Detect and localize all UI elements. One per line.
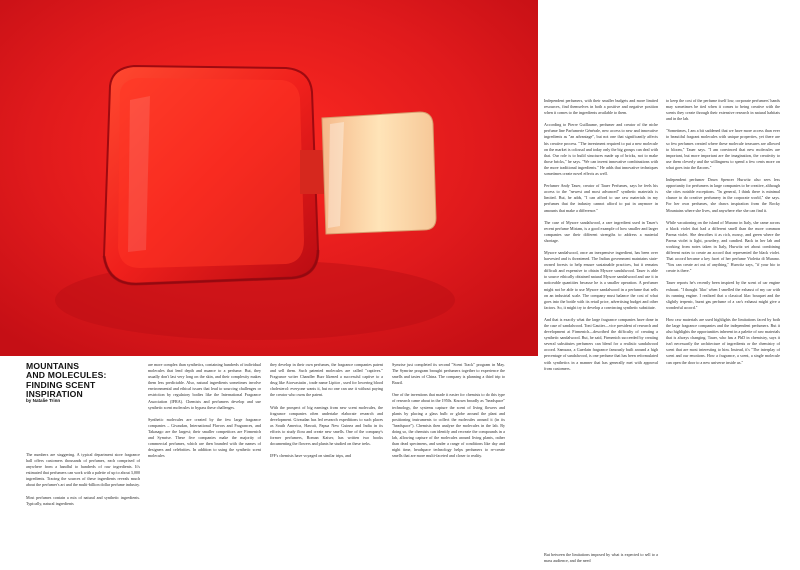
body-column-5	[544, 98, 658, 378]
hero-image	[0, 0, 538, 356]
perfume-bottle-image	[0, 0, 538, 356]
paragraph: Independent perfumers, with their smaller budgets and more limited resources, find themselves in both a positive and negative position when it comes to the ingredients available to them.	[544, 98, 658, 116]
paragraph: The numbers are staggering. A typical department store fragrance hall offers customers thousands of perfumes, each comprised of anywhere from a handful to hundreds of raw ingredients. It's estimated that perfumers can work with a palette of up to about 3,000 ingredients. Tracing the sources of these ingredients reveals much about the perfumer's art and the multi-billion dollar perfume industry.	[26, 452, 140, 488]
title-line: AND MOLECULES:	[26, 370, 107, 381]
body-column-7	[544, 552, 658, 570]
paragraph: to keep the cost of the perfume itself low, corporate perfumers' hands may sometimes be tied when it comes to being creative with the scents they create through their extensive research in natural habitats and in the lab.	[666, 98, 780, 122]
paragraph: IFF's chemists have voyaged on similar trips, and	[270, 453, 352, 459]
body-column-4	[392, 362, 505, 465]
paragraph: Perfumer Andy Tauer, creator of Tauer Perfumes, says he feels his access to the "newest and most advanced" synthetic materials is limited. But, he adds, "I can afford to use raw materials in my perfumes that the industry cannot afford to put in anymore in amounts that make a difference."	[544, 183, 658, 213]
title-line: MOUNTAINS	[26, 361, 80, 371]
title-line: INSPIRATION	[26, 389, 83, 400]
paragraph: they develop in their own perfumes, the fragrance companies patent and sell them. Such patented molecules are called "captives." Fragrance writer Chandler Burr likened a successful captive to a drug like Atorvastatin , trade name Lipitor , used for lowering blood cholesterol: everyone wants it, but no one can use it without paying the creator who owns the patent.	[270, 362, 383, 398]
paragraph: "Sometimes, I am a bit saddened that we have more access than ever to beautiful fragrant molecules with unique properties, yet there are so few perfumes created where these molecule treasures are allowed to bloom," Tauer says. "I am convinced that new molecules are important, but more important are the imagination, the creativity to use them cleverly and the willingness to spend a few cents more on what goes into the flacons."	[666, 128, 780, 170]
paragraph: According to Pierre Guillaume, perfumer and creator of the niche perfume line Parfumerie Générale, new access to new and innovative ingredients as "an advantage", but not one that significantly affects his creative process. "The investment required to put a new molecule on the market is colossal and today only the big groups can deal with that. Our role is to build structures made up of bricks, not to make those bricks," he says. "We can invent innovative combinations with the more traditional ingredients." He adds that innovative techniques sometimes create novel effects as well.	[544, 122, 658, 177]
paragraph: Tauer reports he's recently been inspired by the scent of car engine exhaust. "I thought 'lilac' when I smelled the exhaust of my car with its running engine. I realized that a classical lilac bouquet and the slightly terpenic, burnt gas perfume of a car's exhaust might give a wonderful accord."	[666, 280, 780, 310]
paragraph: The case of Mysore sandalwood, a rare ingredient used in Tauer's recent perfume Miriam, is a good example of how smaller and larger companies use their different strengths to address a material shortage.	[544, 219, 658, 243]
paragraph: Mysore sandalwood, once an inexpensive ingredient, has been over harvested and is threatened. The Indian government maintains state-owned forests to help ensure sustainable practices, but it remains difficult and expensive to obtain Mysore sandalwood. Tauer is able to source ethically obtained natural Mysore sandalwood and use it in noticeable quantities because he is a smaller operation. A perfumer might not be able to use Mysore sandalwood in a perfume that sells on an industrial scale. The company must balance the cost of what goes into the bottle with its retail price, advertising budget and other factors. So, it might try to develop a convincing synthetic substitute.	[544, 249, 658, 310]
body-column-6	[666, 98, 780, 372]
paragraph: And that is exactly what the large fragrance companies have done in the case of sandalwood. Toni Gautier—vice president of research and development at Firmenich—described the difficulty of creating a synthetic sandalwood. But, he said, Firmenich succeeded by creating several substitutes perfumers can blend for a realistic sandalwood accord. Samsara, a Guerlain fragrance famously built around a high percentage of sandalwood, is one perfume that has been reformulated with synthetics in a manner that has generally met with approval from customers.	[544, 316, 658, 371]
paragraph: Synthetic molecules are created by the few large fragrance companies – Givaudan, International Flavors and Fragrances, and Takasago are the largest; their smaller competitors are Firmenich and Symrise. These five companies make the majority of commercial perfumes, which are then branded with the names of designers and celebrities. In addition to using the synthetic scent molecules	[148, 416, 261, 459]
paragraph: How raw materials are used highlights the limitations faced by both the large fragrance companies and the independent perfumers. But it also highlights the opportunities inherent in a palette of raw materials that is always changing. Tauer, who has a PhD in chemistry, says it isn't necessarily the architecture of ingredients or the chemistry of scent that are most interesting to him. Instead, it's "The interplay of scent and our emotions. How a fragrance, a scent, a single molecule can open the door to a new universe inside us."	[666, 316, 780, 365]
paragraph: Symrise just completed its second "Scent Track" program in May. The Symrise program brought perfumers together to experience the smells and tastes of China. The company is planning a third trip to Brazil.	[392, 362, 505, 386]
body-column-1	[26, 452, 140, 513]
paragraph: One of the inventions that made it easier for chemists to do this type of research came about in the 1950s. Known broadly as "headspace" technology, the systems capture the scent of living flowers and plants by placing a glass bulb or globe around the plant and positioning instruments to collect the molecules around it (in its "headspace"). Chemists then analyze the molecules in the lab. By doing so, the chemists can identify and recreate the compounds in a lab, allowing capture of the molecules around living plants, rather than dead specimens, and under a range of conditions like day and night time, headspace technology helps perfumers to re-create smells that are more multi-faceted and closer to reality.	[392, 392, 505, 459]
paragraph: But between the limitations imposed by what is expected to sell to a mass audience, and the need	[544, 552, 658, 564]
body-column-2	[148, 362, 261, 465]
article-title	[26, 362, 116, 400]
byline: by Natalie Trinn	[26, 398, 61, 403]
paragraph: While vacationing on the island of Murano in Italy, she came across a black violet that had a different smell than the more common Parma violet. She describes it as rich, mossy, and green where the Parma violet is light, powdery, and candied. Back in her lab and working from notes taken in Italy, Hurwitz set about combining different notes to create an accord that represented the black violet. That accord became a key facet of her perfume Violetta di Murano. "You can create art out of anything," Hurwitz says, "if your bio to create is there."	[666, 219, 780, 274]
paragraph: Independent perfumer Dawn Spencer Hurwitz also sees less opportunity for perfumers in large companies to be creative, although she cites notable exceptions. "In general, I think there is minimal chance to do creative perfumery in the corporate world," she says. For her own perfumes, she draws inspiration from the Rocky Mountains where she lives, and anywhere else she can find it.	[666, 177, 780, 213]
paragraph: are more complex than synthetics, containing hundreds of individual molecules that lend depth and nuance to a perfume. But, they usually don't last very long on the skin, and their complexity makes them less predictable. Also, natural ingredients sometimes involve environmental and ethical issues that lead to sourcing challenges or restriction by regulatory bodies like the International Fragrance Association (IFRA). Chemists and perfumers develop and use synthetic scent molecules to bypass these challenges.	[148, 362, 261, 410]
paragraph: Most perfumes contain a mix of natural and synthetic ingredients. Typically, natural ingredients	[26, 494, 140, 506]
title-line: FINDING SCENT	[26, 379, 96, 390]
body-column-3	[270, 362, 383, 465]
paragraph: With the prospect of big earnings from new scent molecules, the fragrance companies often undertake elaborate research and development. Givaudan has led research expeditions to such places as South America, Hawaii, Papua New Guinea and India in its efforts to study flora and create new smells. One of the company's former perfumers, Roman Kaiser, has written two books documenting the flowers and plants he studied on these treks.	[270, 404, 383, 447]
